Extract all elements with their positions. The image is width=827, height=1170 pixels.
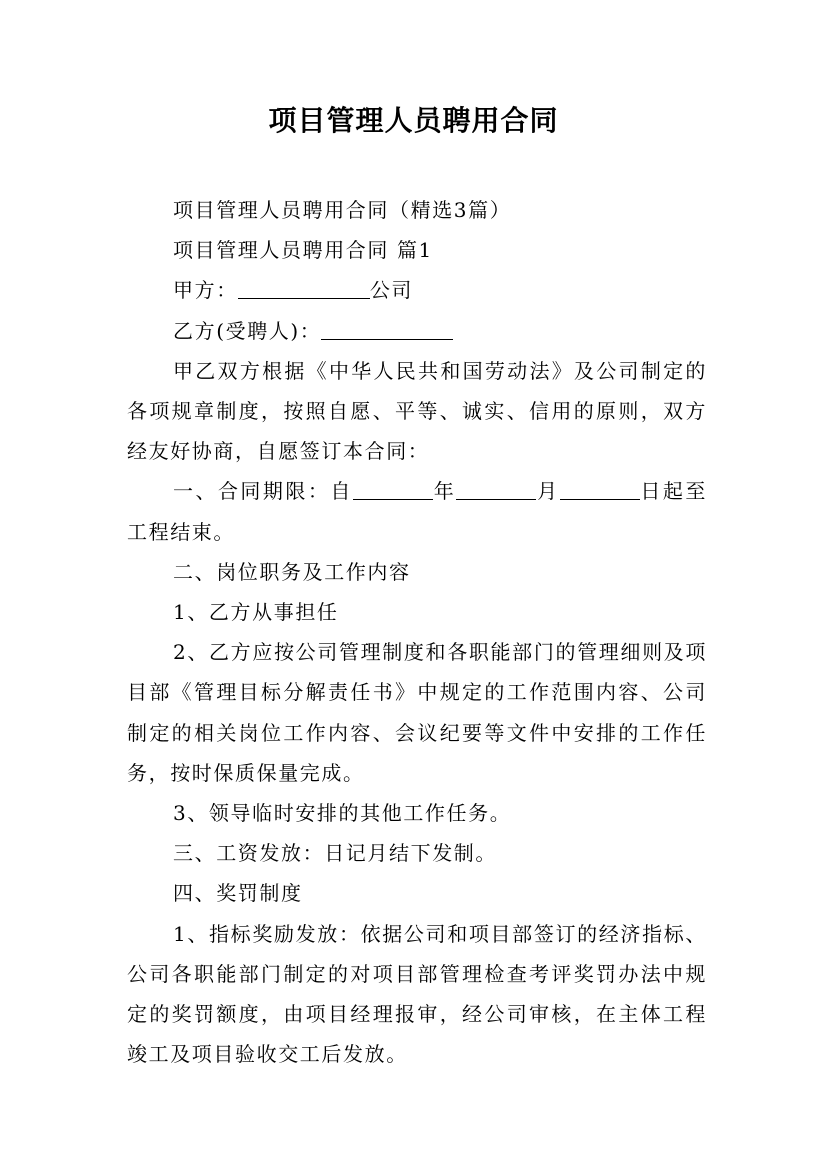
document-subtitle: 项目管理人员聘用合同（精选3篇） bbox=[173, 198, 512, 222]
section2-heading: 二、岗位职务及工作内容 bbox=[173, 559, 411, 584]
section3-paragraph: 三、工资发放：日记月结下发制。 bbox=[173, 841, 497, 866]
term-month-blank bbox=[456, 479, 536, 500]
party-a-blank bbox=[238, 278, 370, 299]
item-2-2: 2、乙方应按公司管理制度和各职能部门的管理细则及项目部《管理目标分解责任书》中规定的工作范围内容、公司制定的相关岗位工作内容、会议纪要等文件中安排的工作任务，按时保质保量完成。 bbox=[127, 640, 707, 785]
party-b-blank bbox=[321, 319, 453, 340]
term-paragraph bbox=[127, 471, 707, 551]
term-year-label: 年 bbox=[432, 479, 457, 504]
party-a-line bbox=[127, 270, 707, 310]
section4-heading: 四、奖罚制度 bbox=[173, 881, 303, 906]
term-prefix: 一、合同期限：自 bbox=[173, 479, 353, 504]
part-heading: 项目管理人员聘用合同 篇1 bbox=[173, 238, 433, 263]
intro-paragraph: 甲乙双方根据《中华人民共和国劳动法》及公司制定的各项规章制度，按照自愿、平等、诚实、信用的原则，双方经友好协商，自愿签订本合同： bbox=[127, 358, 707, 464]
term-day-blank bbox=[560, 479, 640, 500]
term-year-blank bbox=[353, 479, 433, 500]
party-a-label: 甲方： bbox=[173, 278, 238, 303]
party-a-suffix: 公司 bbox=[369, 278, 414, 303]
item-4-1: 1、指标奖励发放：依据公司和项目部签订的经济指标、公司各职能部门制定的对项目部管理检查考评奖罚办法中规定的奖罚额度，由项目经理报审，经公司审核，在主体工程竣工及项目验收交工后发放。 bbox=[127, 921, 707, 1067]
item-2-1: 1、乙方从事担任 bbox=[173, 600, 339, 625]
party-b-label: 乙方(受聘人)： bbox=[173, 318, 322, 343]
term-month-label: 月 bbox=[536, 479, 560, 504]
document-body bbox=[127, 190, 707, 1074]
term-suffix: 日起至工程结束。 bbox=[127, 479, 707, 544]
item-2-3: 3、领导临时安排的其他工作任务。 bbox=[173, 801, 512, 826]
party-b-line bbox=[127, 311, 707, 351]
document-title: 项目管理人员聘用合同 bbox=[268, 104, 559, 137]
